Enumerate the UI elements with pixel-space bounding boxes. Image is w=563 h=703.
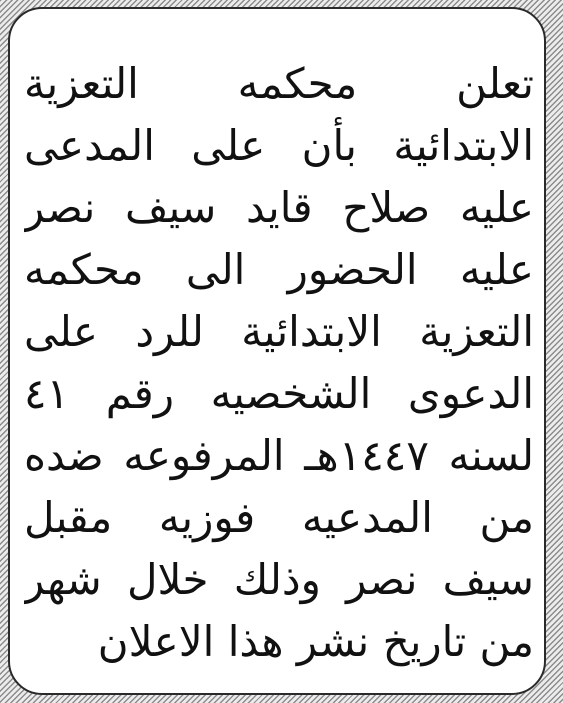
notice-line: من المدعيه فوزيه مقبل [24, 493, 534, 542]
notice-line: سيف نصر وذلك خلال شهر [24, 555, 534, 604]
notice-text [24, 53, 534, 673]
notice-line: عليه الحضور الى محكمه [24, 245, 534, 294]
notice-line: تعلن محكمه التعزية [24, 59, 534, 108]
notice-line: من تاريخ نشر هذا الاعلان [97, 617, 534, 666]
notice-line: الدعوى الشخصيه رقم ٤١ [24, 369, 534, 418]
notice-line: عليه صلاح قايد سيف نصر [24, 183, 534, 232]
notice-card [8, 7, 546, 695]
notice-line: الابتدائية بأن على المدعى [24, 121, 534, 170]
notice-line: لسنه ١٤٤٧هـ المرفوعه ضده [24, 431, 534, 480]
notice-line: التعزية الابتدائية للرد على [24, 307, 534, 356]
